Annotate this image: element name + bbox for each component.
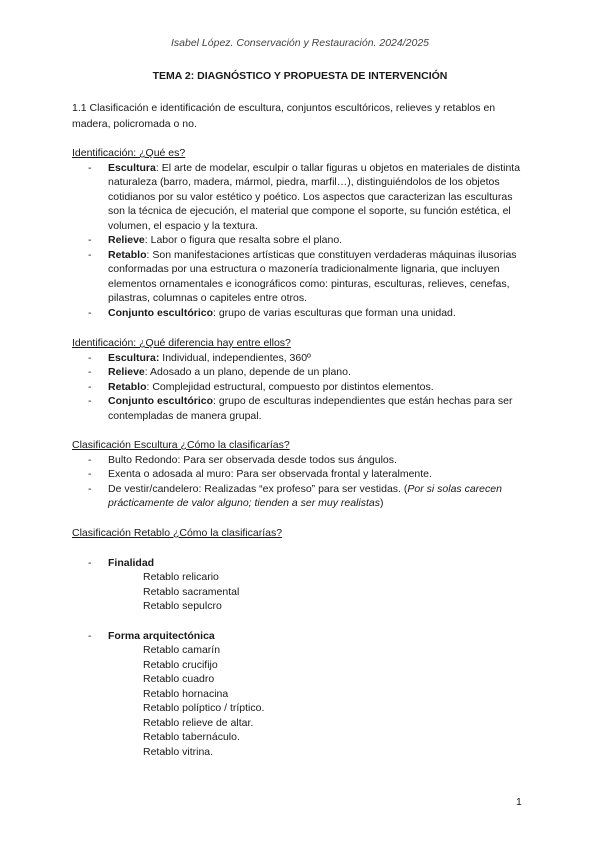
list-item: - Retablo hornacina xyxy=(108,687,532,702)
retablo-group-list xyxy=(72,556,532,614)
list-item: - Bulto Redondo: Para ser observada desde todos sus ángulos. xyxy=(72,453,532,468)
list-item: - Retablo sepulcro xyxy=(108,599,532,614)
list-item: - Retablo camarín xyxy=(108,643,532,658)
list-item: - Retablo vitrina. xyxy=(108,745,532,760)
list-item: - Finalidad - Retablo relicario - Retablo sacramental - Retablo sepulcro xyxy=(72,556,532,614)
list-item: - Conjunto escultórico: grupo de varias esculturas que forman una unidad. xyxy=(72,306,532,321)
section-heading: Identificación: ¿Qué es? xyxy=(72,147,186,159)
section-identificacion xyxy=(72,146,532,320)
list-item: - Retablo: Complejidad estructural, compuesto por distintos elementos. xyxy=(72,380,532,395)
list-item: - Relieve: Labor o figura que resalta sobre el plano. xyxy=(72,233,532,248)
list-item: - De vestir/candelero: Realizadas “ex profeso” para ser vestidas. (Por si solas carecen prácticamente de valor alguno; tienden a ser muy realistas) xyxy=(72,482,532,511)
page-header: Isabel López. Conservación y Restauración. 2024/2025 xyxy=(171,37,429,49)
list-item: - Exenta o adosada al muro: Para ser observada frontal y lateralmente. xyxy=(72,467,532,482)
list-item: - Escultura: Individual, independientes, 360º xyxy=(72,351,532,366)
section-clasificacion-retablo xyxy=(72,526,532,759)
section-heading: Clasificación Retablo ¿Cómo la clasificarías? xyxy=(72,527,283,539)
list-item: - Retablo tabernáculo. xyxy=(108,730,532,745)
section-heading: Identificación: ¿Qué diferencia hay entre ellos? xyxy=(72,337,291,349)
retablo-group-list xyxy=(72,629,532,760)
list-item: - Retablo sacramental xyxy=(108,585,532,600)
page-title: TEMA 2: DIAGNÓSTICO Y PROPUESTA DE INTERVENCIÓN xyxy=(152,70,448,82)
section-diferencias xyxy=(72,336,532,423)
sublist xyxy=(108,643,532,759)
list-item: - Forma arquitectónica - Retablo camarín - Retablo crucifijo - Retablo cuadro - Retablo hornacina - Retablo políptico / tríptico. - Retablo relieve de altar. - Retablo tabernáculo. - Retablo vitrina. xyxy=(72,629,532,760)
intro-paragraph: 1.1 Clasificación e identificación de escultura, conjuntos escultóricos, relieves y retablos en madera, policromada o no. xyxy=(72,102,496,130)
section-clasificacion-escultura xyxy=(72,438,532,511)
escultura-list xyxy=(72,453,532,511)
list-item: - Escultura: El arte de modelar, esculpir o tallar figuras u objetos en materiales de distinta naturaleza (barro, madera, mármol, piedra, marfil…), distinguiéndolos de los objetos cotidianos por su valor estético y poético. Los aspectos que caracterizan las esculturas son la técnica de ejecución, el material que compone el soporte, su función estética, el volumen, el espacio y la textura. xyxy=(72,161,532,234)
list-item: - Retablo: Son manifestaciones artísticas que constituyen verdaderas máquinas ilusorias conformadas por una estructura o mazonería tradicionalmente lignaria, que incluyen elementos ornamentales e iconográficos como: pinturas, esculturas, relieves, cenefas, pilastras, columnas o capiteles entre otros. xyxy=(72,248,532,306)
list-item: - Retablo políptico / tríptico. xyxy=(108,701,532,716)
list-item: - Conjunto escultórico: grupo de esculturas independientes que están hechas para ser contempladas de manera grupal. xyxy=(72,394,532,423)
sublist xyxy=(108,570,532,614)
definition-list xyxy=(72,161,532,321)
list-item: - Relieve: Adosado a un plano, depende de un plano. xyxy=(72,365,532,380)
list-item: - Retablo relieve de altar. xyxy=(108,716,532,731)
list-item: - Retablo crucifijo xyxy=(108,658,532,673)
list-item: - Retablo relicario xyxy=(108,570,532,585)
difference-list xyxy=(72,351,532,424)
page-number: 1 xyxy=(516,796,522,808)
section-heading: Clasificación Escultura ¿Cómo la clasificarías? xyxy=(72,439,290,451)
list-item: - Retablo cuadro xyxy=(108,672,532,687)
